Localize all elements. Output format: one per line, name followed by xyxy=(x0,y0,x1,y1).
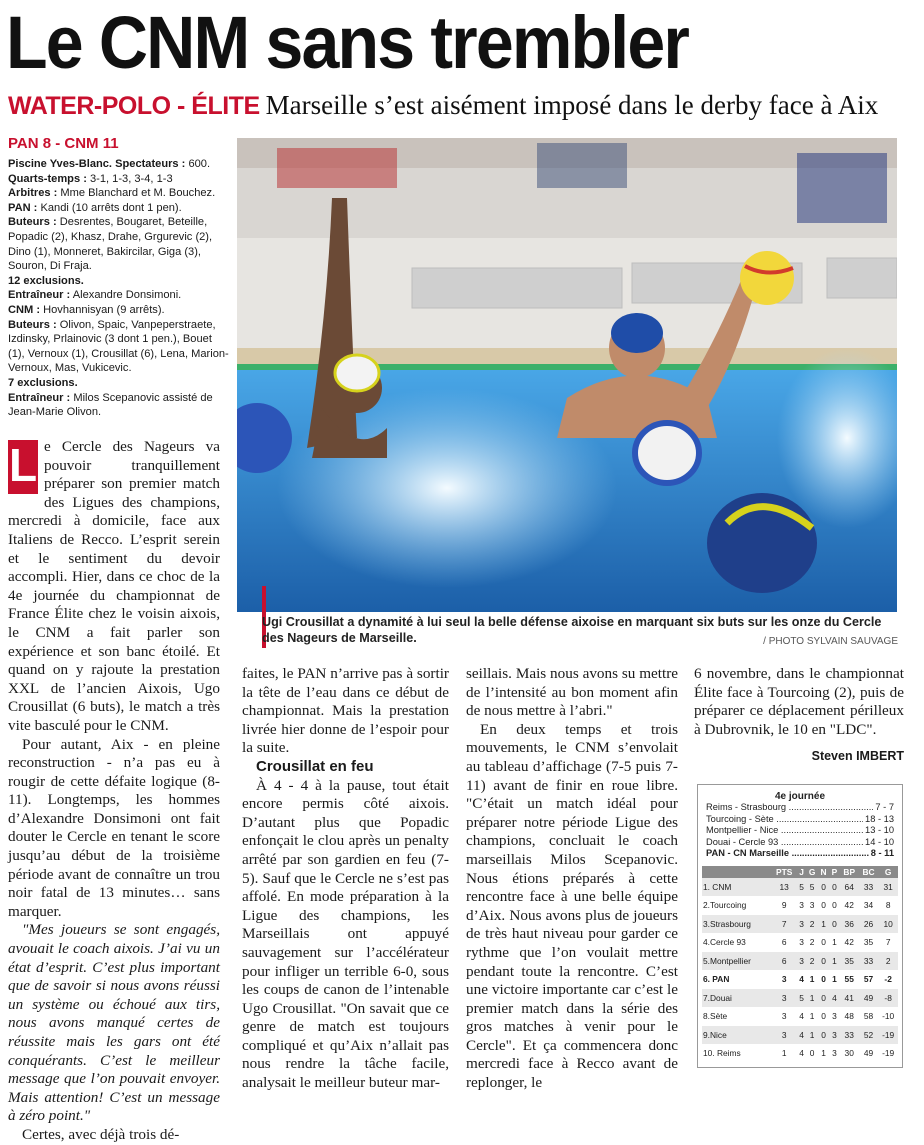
result-line xyxy=(698,848,902,860)
paragraph-text: e Cercle des Nageurs va pouvoir tranquillement préparer son premier match des Ligues des champions, mercredi à domicile, face aux Italiens de Recco. L’esprit serein et le sentiment du devoir accompli. Hier, dans ce choc de la 4e journée du championnat de France Élite chez le voisin aixois, le CNM a fait parler son expérience et son banc étoilé. Et quand on y rajoute la prestation XXL de l’ancien Aixois, Ugo Crousillat (6 buts), le match a très vite basculé pour le CNM. xyxy=(8,438,220,734)
stat-cell: 33 xyxy=(840,1026,859,1045)
table-row xyxy=(702,1007,898,1026)
team-name-cell: 4.Cercle 93 xyxy=(703,937,746,948)
stat-cell: 3 xyxy=(797,915,806,934)
stat-cell: 0 xyxy=(809,1048,815,1059)
match-sheet-value: Mme Blanchard et M. Bouchez. xyxy=(57,187,216,200)
stat-cell: 6 xyxy=(771,952,796,971)
match-sheet-label: 12 exclusions. xyxy=(8,274,84,287)
result-line xyxy=(698,802,902,814)
result-score: 18 - 13 xyxy=(865,813,894,824)
stat-cell: 2 xyxy=(806,952,818,971)
stat-cell: -19 xyxy=(878,1026,898,1045)
stat-cell: 35 xyxy=(840,952,859,971)
match-sheet-label: PAN : xyxy=(8,201,38,214)
final-score: PAN 8 - CNM 11 xyxy=(8,135,119,152)
team-name-cell: 10. Reims xyxy=(703,1048,741,1059)
stat-cell: 4 xyxy=(797,1026,806,1045)
match-sheet-value: Milos Scepanovic assisté de Jean-Marie Olivon. xyxy=(8,391,213,419)
table-header-row xyxy=(702,866,898,878)
stat-cell: 1 xyxy=(832,937,837,948)
stat-cell: 3 xyxy=(829,1026,840,1045)
article-column-3 xyxy=(466,665,678,1093)
stat-cell: 2 xyxy=(809,937,815,948)
article-paragraph: seillais. Mais nous avons su mettre de l’intensité au bon moment afin de nous mettre à l’abri." xyxy=(466,665,678,720)
stat-cell: -19 xyxy=(882,1048,895,1059)
stat-cell: 0 xyxy=(821,937,826,948)
match-sheet-line xyxy=(8,186,230,201)
table-header-cell xyxy=(702,866,771,878)
stat-cell: 5 xyxy=(797,989,806,1008)
stat-cell: 42 xyxy=(844,900,854,911)
stat-cell: 6 xyxy=(781,937,787,948)
stat-cell: 1 xyxy=(809,1011,815,1022)
table-row xyxy=(702,970,898,989)
stat-cell: 1 xyxy=(832,974,837,985)
article-paragraph: Certes, avec déjà trois dé- xyxy=(22,1125,180,1143)
stat-cell: 9 xyxy=(781,900,787,911)
stat-cell: 4 xyxy=(799,1011,804,1022)
article-column-4 xyxy=(694,665,904,766)
article-column-2 xyxy=(242,665,449,1093)
stat-cell: -2 xyxy=(884,974,892,985)
match-sheet-line xyxy=(8,288,230,303)
section-subtitle: Crousillat en feu xyxy=(256,757,374,775)
stat-cell: 4 xyxy=(829,989,840,1008)
match-sheet-value: Desrentes, Bougaret, Beteille, Popadic (2), Khasz, Drahe, Grgurevic (2), Dino (1), Monneret, Bakircilar, Giga (3), Souron, Di Fraja. xyxy=(8,216,213,273)
match-sheet-line xyxy=(8,318,230,376)
results-list xyxy=(698,802,902,860)
stat-cell: 2 xyxy=(878,952,898,971)
table-header-cell: P xyxy=(829,866,840,878)
result-line xyxy=(698,825,902,837)
stat-cell: 5 xyxy=(806,878,818,897)
stat-cell: 0 xyxy=(818,952,829,971)
stat-cell: 8 xyxy=(885,900,891,911)
stat-cell: 3 xyxy=(799,900,804,911)
team-name-cell: 3.Strasbourg xyxy=(702,915,771,934)
article-paragraph: Pour autant, Aix - en pleine reconstruction - n’a pas eu à rougir de cette défaite logique (8-11). Longtemps, les hommes d’Alexandre Donsimoni ont fait douter le Cercle en tenant le score jusqu’au début de la troisième période avant de connaître un trou noir fatal de 13 minutes… sans marquer. xyxy=(8,735,220,920)
match-sheet-label: Quarts-temps : xyxy=(8,172,87,185)
stat-cell: 13 xyxy=(771,878,796,897)
stat-cell: 48 xyxy=(844,1011,854,1022)
article-paragraph xyxy=(8,438,220,736)
stat-cell: 35 xyxy=(863,937,874,948)
result-line xyxy=(698,814,902,826)
match-sheet-line xyxy=(8,303,230,318)
result-match: PAN - CN Marseille ..... xyxy=(706,848,869,860)
stat-cell: 7 xyxy=(771,915,796,934)
table-header-cell: BC xyxy=(859,866,879,878)
stat-cell: 42 xyxy=(844,937,854,948)
stat-cell: 1 xyxy=(821,1048,826,1059)
stat-cell: 0 xyxy=(821,974,826,985)
match-sheet-label: Buteurs : xyxy=(8,318,57,331)
stat-cell: 0 xyxy=(821,900,826,911)
stat-cell: 49 xyxy=(859,989,879,1008)
match-sheet-label: Piscine Yves-Blanc. Spectateurs : xyxy=(8,158,186,170)
stat-cell: 1 xyxy=(806,1026,818,1045)
photo-caption: Ugi Crousillat a dynamité à lui seul la belle défense aixoise en marquant six buts sur les onze du Cercle des Nageurs de Marseille. xyxy=(262,615,882,645)
table-row xyxy=(702,933,898,952)
stat-cell: 34 xyxy=(863,900,874,911)
match-sheet-value: Kandi (10 arrêts dont 1 pen). xyxy=(37,201,182,214)
stat-cell: 55 xyxy=(844,974,854,985)
stat-cell: 49 xyxy=(863,1048,874,1059)
stat-cell: 3 xyxy=(797,952,806,971)
stat-cell: 33 xyxy=(859,952,879,971)
stat-cell: 3 xyxy=(781,1011,787,1022)
match-sheet xyxy=(8,134,230,420)
stat-cell: 0 xyxy=(829,915,840,934)
result-line xyxy=(698,837,902,849)
kicker: WATER-POLO - ÉLITE xyxy=(8,92,260,120)
table-row xyxy=(702,952,898,971)
kicker-row xyxy=(8,90,918,126)
standings-table xyxy=(702,866,898,1063)
table-row xyxy=(702,878,898,897)
article-column-1 xyxy=(8,438,220,1145)
match-sheet-value: Olivon, Spaic, Vanpeperstraete, Izdinsky, Prlainovic (3 dont 1 pen.), Bouet (1), Vernoux (1), Crousillat (6), Lena, Marion-Vernoux, Mas, Vukicevic. xyxy=(8,318,229,375)
match-sheet-label: CNM : xyxy=(8,303,41,316)
stat-cell: 3 xyxy=(832,1048,837,1059)
stat-cell: 3 xyxy=(799,937,804,948)
table-header-cell: BP xyxy=(840,866,859,878)
stat-cell: -10 xyxy=(882,1011,895,1022)
stat-cell: 0 xyxy=(818,989,829,1008)
table-row xyxy=(702,896,898,915)
stat-cell: 2 xyxy=(806,915,818,934)
stat-cell: 3 xyxy=(832,1011,837,1022)
stat-cell: 41 xyxy=(840,989,859,1008)
stat-cell: 36 xyxy=(840,915,859,934)
team-name-cell: 6. PAN xyxy=(703,974,730,985)
match-sheet-line xyxy=(8,215,230,273)
dropcap: L xyxy=(8,440,38,494)
result-score: 7 - 7 xyxy=(875,802,894,812)
match-sheet-label: Entraîneur : xyxy=(8,289,71,302)
stat-cell: 1 xyxy=(781,1048,787,1059)
team-name-cell: 8.Sète xyxy=(703,1011,728,1022)
stat-cell: 4 xyxy=(799,974,804,985)
stat-cell: 7 xyxy=(885,937,891,948)
subhead: Marseille s’est aisément imposé dans le derby face à Aix xyxy=(265,90,879,120)
stat-cell: 52 xyxy=(859,1026,879,1045)
table-header-cell: J xyxy=(797,866,806,878)
table-header-cell: N xyxy=(818,866,829,878)
stat-cell: 10 xyxy=(878,915,898,934)
match-sheet-label: Buteurs : xyxy=(8,216,57,229)
table-row xyxy=(702,915,898,934)
stat-cell: 4 xyxy=(799,1048,804,1059)
standings-box xyxy=(697,784,903,1068)
stat-cell: 30 xyxy=(844,1048,854,1059)
article-paragraph: faites, le PAN n’arrive pas à sortir la tête de l’eau dans ce début de championnat. Mais la prestation livrée hier donne de l’espoir pour la suite. xyxy=(242,665,449,757)
match-sheet-label: 7 exclusions. xyxy=(8,376,78,389)
result-match: Tourcoing - Sète ..... xyxy=(706,814,863,826)
article-paragraph: À 4 - 4 à la pause, tout était encore permis côté aixois. D’autant plus que Popadic enfonçait le clou après un penalty arrêté par son gardien en feu (7-5). Sauf que le Cercle ne s’est pas affolé. En mode préparation à la Ligue des champions, les Marseillais ont appuyé sauvagement sur l’accélérateur pour infliger un terrible 6-0, sous les coups de canon de l’intenable Ugo Crousillat. "On savait que ce genre de match est toujours compliqué et qu’Aix n’allait pas nous rendre la tâche facile, analysait le meilleur buteur mar- xyxy=(242,776,449,1092)
stat-cell: 5 xyxy=(797,878,806,897)
match-sheet-lines xyxy=(8,157,230,420)
result-match: Montpellier - Nice ..... xyxy=(706,825,863,837)
article-quote: "Mes joueurs se sont engagés, avouait le coach aixois. J’ai vu un état d’esprit. C’est plus important que de savoir si nous avons réussi un système ou échoué aux tirs, nous avons manqué certes de réussite mais les gars ont été conquérants. C’est le meilleur message que l’on pouvait envoyer. Mais attention! C’est un message à zéro point." xyxy=(8,921,220,1125)
water-polo-photo xyxy=(237,138,897,612)
stat-cell: 31 xyxy=(878,878,898,897)
result-score: 13 - 10 xyxy=(865,825,894,835)
match-sheet-value: Hovhannisyan (9 arrêts). xyxy=(40,303,165,316)
stat-cell: 64 xyxy=(840,878,859,897)
stat-cell: 33 xyxy=(859,878,879,897)
match-sheet-value: 600. xyxy=(185,158,211,170)
match-sheet-line xyxy=(8,157,230,172)
stat-cell: 1 xyxy=(829,952,840,971)
match-sheet-line xyxy=(8,172,230,187)
result-score: 14 - 10 xyxy=(865,836,894,847)
standings-title: 4e journée xyxy=(774,791,826,802)
result-match: Reims - Strasbourg ..... xyxy=(706,802,873,814)
table-body xyxy=(702,878,898,1063)
stat-cell: 58 xyxy=(863,1011,874,1022)
stat-cell: 57 xyxy=(863,974,874,985)
stat-cell: 0 xyxy=(818,878,829,897)
stat-cell: 3 xyxy=(809,900,815,911)
stat-cell: 3 xyxy=(771,989,796,1008)
table-row xyxy=(702,1044,898,1063)
result-match: Douai - Cercle 93 ..... xyxy=(706,837,863,849)
match-sheet-line xyxy=(8,376,230,391)
stat-cell: -8 xyxy=(878,989,898,1008)
stat-cell: 3 xyxy=(771,1026,796,1045)
headline: Le CNM sans trembler xyxy=(6,1,689,84)
match-sheet-value: Alexandre Donsimoni. xyxy=(70,289,182,302)
stat-cell: 0 xyxy=(832,900,837,911)
table-row xyxy=(702,1026,898,1045)
stat-cell: 3 xyxy=(781,974,787,985)
match-sheet-line xyxy=(8,391,230,420)
match-photo xyxy=(237,138,897,612)
team-name-cell: 2.Tourcoing xyxy=(703,900,747,911)
team-name-cell: 7.Douai xyxy=(702,989,771,1008)
match-sheet-line xyxy=(8,201,230,216)
table-header-cell: PTS xyxy=(771,866,796,878)
table-row xyxy=(702,989,898,1008)
stat-cell: 0 xyxy=(821,1011,826,1022)
match-sheet-line xyxy=(8,274,230,289)
stat-cell: 26 xyxy=(859,915,879,934)
stat-cell: 1 xyxy=(809,974,815,985)
stat-cell: 0 xyxy=(829,878,840,897)
team-name-cell: 5.Montpellier xyxy=(702,952,771,971)
author-signature: Steven IMBERT xyxy=(811,749,904,764)
table-header-cell: G xyxy=(806,866,818,878)
team-name-cell: 9.Nice xyxy=(702,1026,771,1045)
match-sheet-label: Entraîneur : xyxy=(8,391,71,404)
table-header-cell: G xyxy=(878,866,898,878)
stat-cell: 1 xyxy=(818,915,829,934)
photo-credit: / PHOTO SYLVAIN SAUVAGE xyxy=(763,636,898,647)
stat-cell: 1 xyxy=(806,989,818,1008)
article-paragraph: 6 novembre, dans le championnat Élite face à Tourcoing (2), puis de préparer ce déplacement périlleux à Dubrovnik, le 10 en "LDC". xyxy=(694,665,904,738)
match-sheet-value: 3-1, 1-3, 3-4, 1-3 xyxy=(86,172,173,185)
result-score: 8 - 11 xyxy=(870,848,894,858)
team-name-cell: 1. CNM xyxy=(702,878,771,897)
match-sheet-label: Arbitres : xyxy=(8,187,58,200)
stat-cell: 0 xyxy=(818,1026,829,1045)
article-paragraph: En deux temps et trois mouvements, le CNM s’envolait au tableau d’affichage (7-5 puis 7-11) avant de finir en roue libre. "C’était un match idéal pour préparer notre période Ligue des champions, concluait le coach marseillais Milos Scepanovic. Nous étions préparés à cette rencontre face à une belle équipe d’Aix. Nous avons plus de joueurs de très haut niveau pour garder ce rythme que l’on voulait mettre pendant toute la rencontre. C’est une victoire importante car c’est le premier match dans la série des gros matches à venir pour le Cercle". Et ça commencera donc mercredi face à Recco avant de replonger, le xyxy=(466,720,678,1092)
